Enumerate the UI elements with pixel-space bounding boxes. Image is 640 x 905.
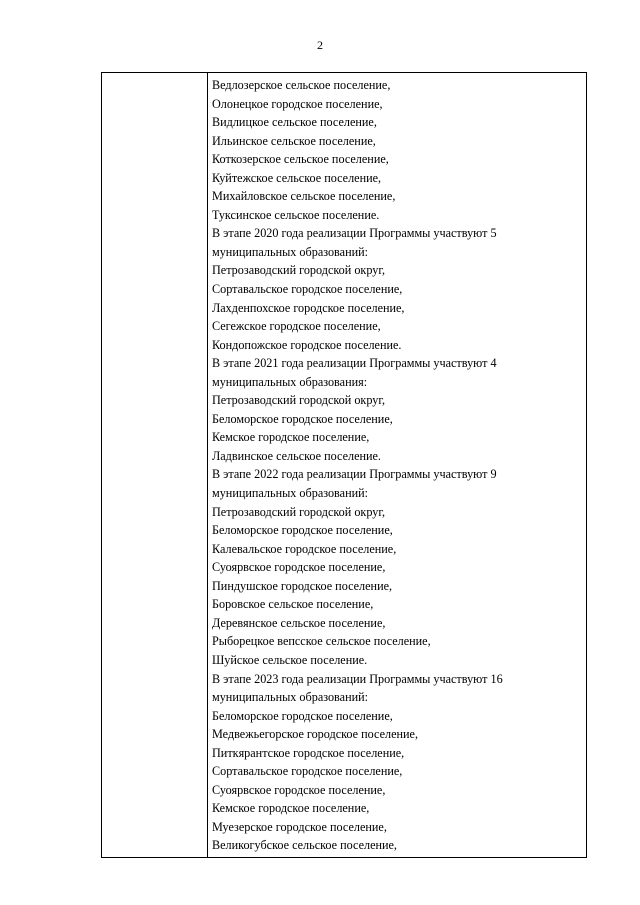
table-text-line: Сортавальское городское поселение, [212,282,403,297]
table-text-line: В этапе 2021 года реализации Программы участвуют 4 [212,356,497,371]
table-text-line: Ведлозерское сельское поселение, [212,78,391,92]
table-right-cell [212,76,582,855]
table-text-line: Беломорское городское поселение, [212,411,393,426]
table-text-line: Лахденпохское городское поселение, [212,300,405,315]
table-text-line: Суоярвское городское поселение, [212,560,386,575]
table-text-line: Коткозерское сельское поселение, [212,152,389,167]
table-text-line: муниципальных образований: [212,690,369,705]
table-text-line: Ладвинское сельское поселение. [212,448,381,463]
table-text-line: Петрозаводский городской округ, [212,504,386,519]
table-text-line: В этапе 2022 года реализации Программы участвуют 9 [212,467,497,482]
table-text-line: Питкярантское городское поселение, [212,745,405,760]
table-text-line: Рыборецкое вепсское сельское поселение, [212,634,431,649]
table-text-line: Калевальское городское поселение, [212,541,397,556]
table-text-line: муниципальных образования: [212,374,368,389]
table-text-line: Петрозаводский городской округ, [212,263,386,278]
table-text-line: Туксинское сельское поселение. [212,207,380,222]
table-text-line: Михайловское сельское поселение, [212,189,396,204]
table-text-line: Шуйское сельское поселение. [212,652,368,667]
table-text-line: Кондопожское городское поселение. [212,337,402,352]
table-text-line: Пиндушское городское поселение, [212,578,393,593]
table-text-line: Видлицкое сельское поселение, [212,115,377,130]
table-text-line: Сегежское городское поселение, [212,319,381,334]
table-text-line: Муезерское городское поселение, [212,819,387,834]
table-text-line: Сортавальское городское поселение, [212,764,403,779]
table-text-line: Боровское сельское поселение, [212,597,374,612]
table-text-line: Кемское городское поселение, [212,430,370,445]
table-text-line: Олонецкое городское поселение, [212,96,383,111]
table-text-line: Медвежьегорское городское поселение, [212,727,419,742]
document-table [101,72,587,858]
table-text-line: В этапе 2023 года реализации Программы участвуют 16 [212,671,503,686]
table-text-line: Кемское городское поселение, [212,801,370,816]
table-text-line: Беломорское городское поселение, [212,708,393,723]
table-text-line: Суоярвское городское поселение, [212,782,386,797]
table-left-cell [102,73,208,857]
table-text-line: Куйтежское сельское поселение, [212,170,382,185]
table-text-line: В этапе 2020 года реализации Программы участвуют 5 [212,226,497,241]
table-text-line: муниципальных образований: [212,244,369,259]
table-text-line: Деревянское сельское поселение, [212,615,386,630]
table-text-line: Петрозаводский городской округ, [212,393,386,408]
table-text-line: Беломорское городское поселение, [212,523,393,538]
table-text-line: Ильинское сельское поселение, [212,133,376,148]
table-text-line: Великогубское сельское поселение, [212,838,397,853]
page-number: 2 [317,38,323,52]
table-text-line: муниципальных образований: [212,486,369,501]
